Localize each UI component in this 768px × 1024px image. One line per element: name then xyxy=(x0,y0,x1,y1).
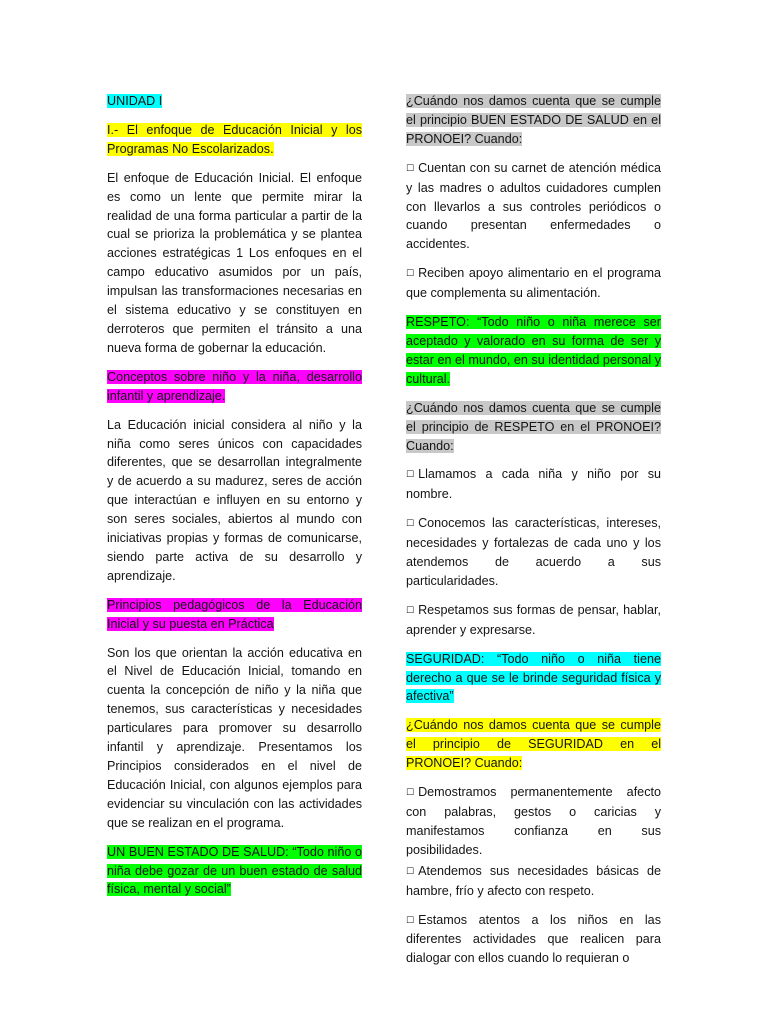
section2-heading: Conceptos sobre niño y la niña, desarrollo infantil y aprendizaje. xyxy=(107,369,362,403)
q1-item-2: Reciben apoyo alimentario en el programa que complementa su alimentación. xyxy=(406,266,661,301)
list-item xyxy=(406,264,661,303)
list-item xyxy=(406,862,661,901)
checkbox-bullet-icon: ☐ xyxy=(406,470,415,481)
checkbox-bullet-icon: ☐ xyxy=(406,866,415,877)
list-item xyxy=(406,783,661,860)
principle1-health: UN BUEN ESTADO DE SALUD: “Todo niño o niña debe gozar de un buen estado de salud física, mental y social” xyxy=(107,844,362,897)
q2-item-1: Llamamos a cada niña y niño por su nombre. xyxy=(406,467,661,502)
q3-item-3: Estamos atentos a los niños en las diferentes actividades que realicen para dialogar con ellos cuando lo requieran o xyxy=(406,912,661,966)
checkbox-bullet-icon: ☐ xyxy=(406,269,415,280)
checkbox-bullet-icon: ☐ xyxy=(406,605,415,616)
section1-body: El enfoque de Educación Inicial. El enfoque es como un lente que permite mirar la realidad de una forma particular a partir de la cual se prioriza la problemática y se plantea acciones estratégicas 1 Los enfoques en el campo educativo asumidos por un país, impulsan las transformaciones necesarias en el sistema educativo y se constituyen en derroteros que permiten el tránsito a una nueva forma de gobernar la educación. xyxy=(107,170,362,355)
section3-heading: Principios pedagógicos de la Educación Inicial y su puesta en Práctica xyxy=(107,597,362,631)
question1-health: ¿Cuándo nos damos cuenta que se cumple el principio BUEN ESTADO DE SALUD en el PRONOEI? Cuando: xyxy=(406,94,661,146)
q2-item-2: Conocemos las características, intereses, necesidades y fortalezas de cada uno y los atendemos de acuerdo a sus particularidades. xyxy=(406,516,661,588)
q2-item-3: Respetamos sus formas de pensar, hablar, aprender y expresarse. xyxy=(406,602,661,637)
question2-respect: ¿Cuándo nos damos cuenta que se cumple el principio de RESPETO en el PRONOEI? Cuando: xyxy=(406,400,661,453)
question1-block xyxy=(406,92,661,149)
q3-item-2: Atendemos sus necesidades básicas de hambre, frío y afecto con respeto. xyxy=(406,863,661,898)
list-item xyxy=(406,601,661,640)
checkbox-bullet-icon: ☐ xyxy=(406,915,415,926)
q3-item-1: Demostramos permanentemente afecto con palabras, gestos o caricias y manifestamos confianza en sus posibilidades. xyxy=(406,785,661,857)
right-column xyxy=(406,92,661,978)
principle2-block xyxy=(406,313,661,389)
question3-block xyxy=(406,716,661,773)
list-item xyxy=(406,159,661,255)
checkbox-bullet-icon: ☐ xyxy=(406,519,415,530)
principle3-block xyxy=(406,650,661,707)
checkbox-bullet-icon: ☐ xyxy=(406,163,415,174)
section3-heading-block xyxy=(107,596,362,634)
section2-heading-block xyxy=(107,368,362,406)
section3-body: Son los que orientan la acción educativa en el Nivel de Educación Inicial, tomando en cuenta la concepción de niño y la niña que tenemos, sus características y necesidades particulares para promover su desarrollo infantil y aprendizaje. Presentamos los Principios considerados en el nivel de Educación Inicial, con algunos ejemplos para evidenciar su vinculación con las actividades que se realizan en el programa. xyxy=(107,645,362,830)
checkbox-bullet-icon: ☐ xyxy=(406,788,415,799)
principle2-respect: RESPETO: “Todo niño o niña merece ser aceptado y valorado en su forma de ser y estar en el mundo, en su identidad personal y cultural. xyxy=(406,315,661,386)
principle3-security: SEGURIDAD: “Todo niño o niña tiene derecho a que se le brinde seguridad física y afectiva” xyxy=(406,651,661,704)
left-column xyxy=(107,92,362,909)
unit-title-block xyxy=(107,92,362,111)
question2-block xyxy=(406,399,661,456)
q1-item-1: Cuentan con su carnet de atención médica y las madres o adultos cuidadores cumplen con llevarlos a sus controles periódicos o cuando presentan enfermedades o accidentes. xyxy=(406,160,661,252)
list-item xyxy=(406,465,661,504)
question3-security: ¿Cuándo nos damos cuenta que se cumple el principio de SEGURIDAD en el PRONOEI? Cuando: xyxy=(406,718,661,771)
principle1-block xyxy=(107,843,362,900)
section2-body: La Educación inicial considera al niño y la niña como seres únicos con capacidades diferentes, que se desarrollan integralmente y de acuerdo a su madurez, seres de acción que interactúan e influyen en su entorno y son seres sociales, abiertos al mundo con iniciativas propias y formas de comunicarse, siendo parte activa de su desarrollo y aprendizaje. xyxy=(107,417,362,583)
section1-heading: I.- El enfoque de Educación Inicial y los Programas No Escolarizados. xyxy=(107,122,362,156)
list-item xyxy=(406,514,661,591)
section1-heading-block xyxy=(107,121,362,159)
unit-title: UNIDAD I xyxy=(107,94,163,108)
list-item xyxy=(406,911,661,969)
